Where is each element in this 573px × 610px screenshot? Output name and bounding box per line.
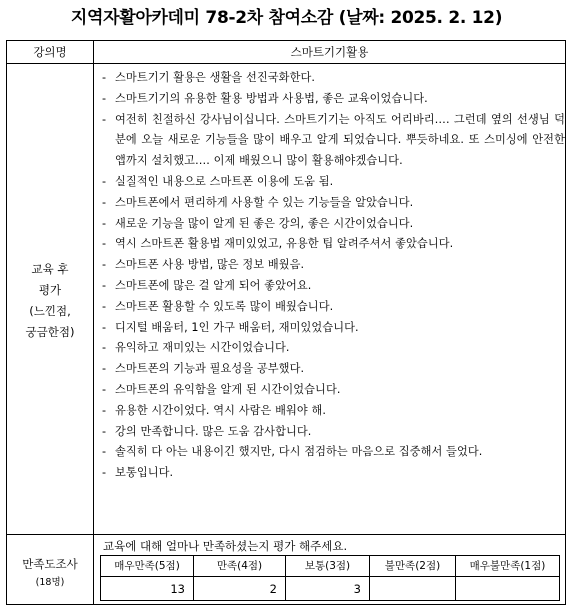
evaluation-table <box>6 40 566 605</box>
comment-text: 여전히 친절하신 강사님이십니다. 스마트기기는 아직도 어리바리…. 그런데 옆의 선생님 덕분에 오늘 새로운 기능들을 많이 배우고 알게 되었습니다. 뿌듯하네요. 또 스미싱에 안전한 앱까지 설치했고…. 이제 배웠으니 많이 활용해야겠습니다. <box>115 112 565 168</box>
survey-label-text: 만족도조사 <box>22 557 78 571</box>
comment-text: 역시 스마트폰 활용법 재미있었고, 유용한 팁 알려주셔서 좋았습니다. <box>115 237 454 251</box>
survey-col-satisfied: 만족(4점) <box>216 560 263 572</box>
comment-bullet: - <box>102 278 107 292</box>
comment-text: 솔직히 다 아는 내용이긴 했지만, 다시 점검하는 마음으로 집중해서 들었다. <box>115 445 483 459</box>
comment-bullet: - <box>102 445 107 459</box>
comment-item <box>99 318 565 339</box>
comment-text: 스마트기기의 유용한 활용 방법과 사용법, 좋은 교육이었습니다. <box>115 91 428 105</box>
evaluation-label <box>7 259 93 343</box>
survey-value-very-dissatisfied <box>456 577 559 601</box>
comment-item <box>99 89 565 110</box>
survey-col-neutral: 보통(3점) <box>304 560 351 572</box>
comment-text: 보통입니다. <box>115 466 174 480</box>
survey-col-very-satisfied: 매우만족(5점) <box>114 560 180 572</box>
comment-bullet: - <box>102 174 107 188</box>
comment-bullet: - <box>102 112 107 126</box>
header-divider <box>7 63 565 64</box>
survey-respondent-count: (18명) <box>35 577 65 588</box>
survey-value-neutral: 3 <box>353 582 361 596</box>
comment-item <box>99 276 565 297</box>
comment-item <box>99 338 565 359</box>
comment-item <box>99 401 565 422</box>
comment-bullet: - <box>102 341 107 355</box>
comment-list <box>99 68 565 484</box>
comment-text: 디지털 배움터, 1인 가구 배움터, 재미있었습니다. <box>115 320 359 334</box>
evaluation-label-line: 궁금한점) <box>25 325 75 339</box>
comment-bullet: - <box>102 320 107 334</box>
evaluation-label-line: 평가 <box>38 283 62 297</box>
survey-question: 교육에 대해 얼마나 만족하셨는지 평가 해주세요. <box>103 539 348 553</box>
page-title: 지역자활아카데미 78-2차 참여소감 (날짜: 2025. 2. 12) <box>70 8 503 28</box>
survey-value-very-satisfied: 13 <box>170 582 185 596</box>
comment-item <box>99 172 565 193</box>
comment-bullet: - <box>102 91 107 105</box>
comment-bullet: - <box>102 71 107 84</box>
header-lecture-name: 스마트기기활용 <box>290 45 369 59</box>
header-lecture-label: 강의명 <box>33 45 67 59</box>
comment-bullet: - <box>102 258 107 272</box>
comment-item <box>99 110 565 172</box>
comment-item <box>99 234 565 255</box>
comment-item <box>99 359 565 380</box>
comment-bullet: - <box>102 424 107 438</box>
comment-item <box>99 193 565 214</box>
comment-bullet: - <box>102 195 107 209</box>
comment-item <box>99 463 565 484</box>
comment-item <box>99 380 565 401</box>
comment-bullet: - <box>102 216 107 230</box>
comment-bullet: - <box>102 403 107 417</box>
comment-item <box>99 422 565 443</box>
survey-divider <box>7 534 565 535</box>
comment-text: 스마트폰에 많은 걸 알게 되어 좋았어요. <box>115 278 312 292</box>
survey-col-dissatisfied: 불만족(2점) <box>384 560 441 572</box>
comment-text: 스마트기기 활용은 생활을 선진국화한다. <box>115 71 316 84</box>
comment-text: 유용한 시간이었다. 역시 사람은 배워야 해. <box>115 403 327 417</box>
column-divider <box>93 41 94 604</box>
survey-score-table <box>100 555 560 601</box>
survey-col-very-dissatisfied: 매우불만족(1점) <box>469 560 546 572</box>
comment-text: 유익하고 재미있는 시간이었습니다. <box>115 341 290 355</box>
survey-label <box>7 554 93 592</box>
comment-text: 강의 만족합니다. 많은 도움 감사합니다. <box>115 424 312 438</box>
comment-bullet: - <box>102 362 107 376</box>
comment-bullet: - <box>102 466 107 480</box>
comment-item <box>99 442 565 463</box>
comment-text: 스마트폰의 유익함을 알게 된 시간이었습니다. <box>115 382 341 396</box>
survey-value-dissatisfied <box>370 577 455 601</box>
comment-item <box>99 297 565 318</box>
comment-item <box>99 255 565 276</box>
survey-value-satisfied: 2 <box>269 582 277 596</box>
evaluation-label-line: (느낀점, <box>29 304 71 318</box>
comment-bullet: - <box>102 299 107 313</box>
comment-item <box>99 68 565 89</box>
comment-text: 스마트폰 사용 방법, 많은 정보 배웠음. <box>115 258 305 272</box>
comment-bullet: - <box>102 382 107 396</box>
comment-text: 스마트폰의 기능과 필요성을 공부했다. <box>115 362 305 376</box>
comment-text: 새로운 기능을 많이 알게 된 좋은 강의, 좋은 시간이었습니다. <box>115 216 414 230</box>
comment-bullet: - <box>102 237 107 251</box>
comment-item <box>99 214 565 235</box>
comment-text: 스마트폰에서 편리하게 사용할 수 있는 기능들을 알았습니다. <box>115 195 414 209</box>
comment-text: 스마트폰 활용할 수 있도록 많이 배웠습니다. <box>115 299 334 313</box>
evaluation-label-line: 교육 후 <box>31 262 69 276</box>
comment-text: 실질적인 내용으로 스마트폰 이용에 도움 됨. <box>115 174 334 188</box>
